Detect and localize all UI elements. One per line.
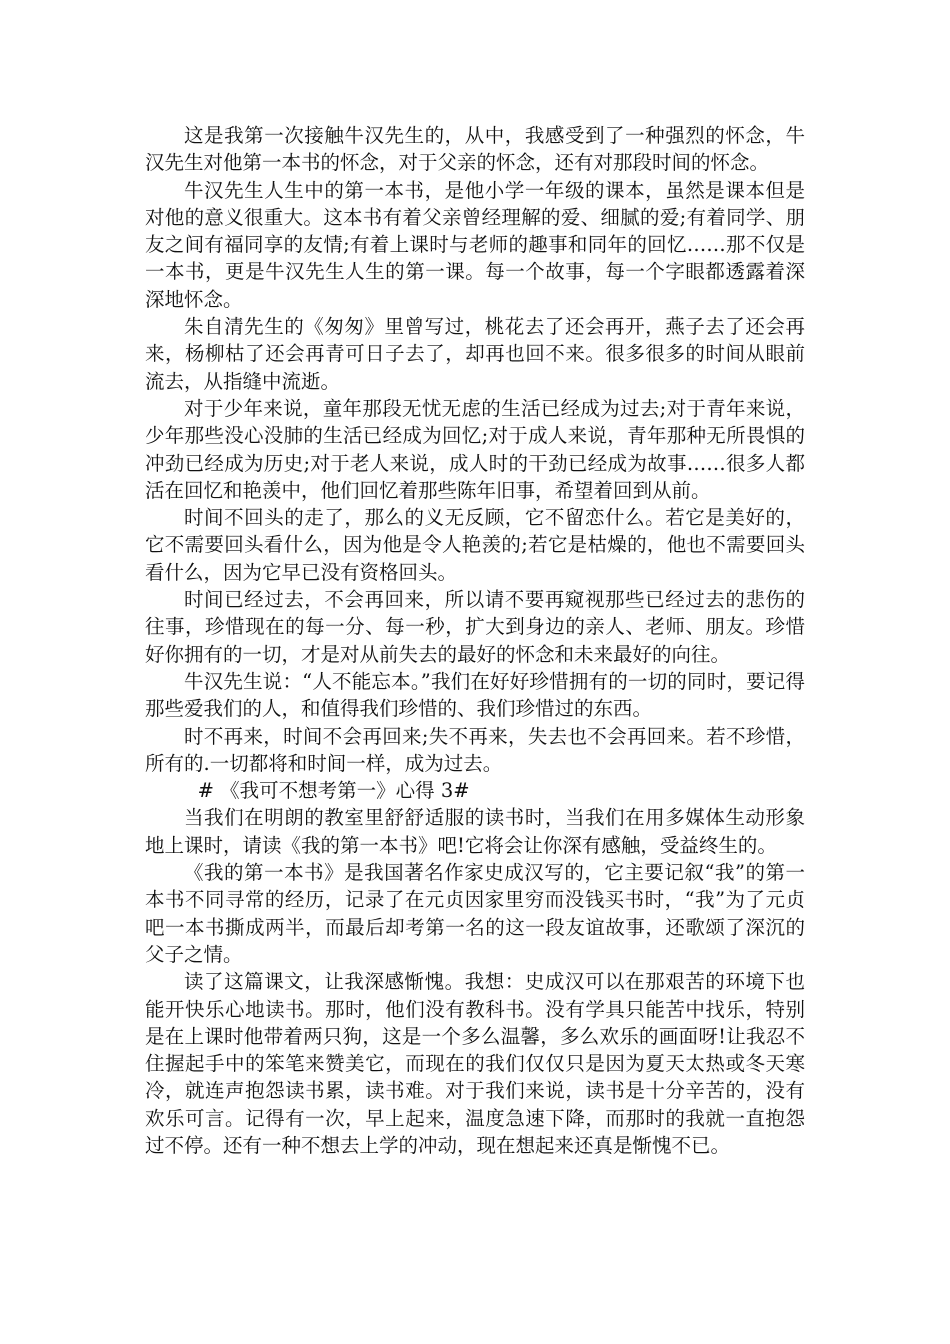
paragraph: 牛汉先生说：“人不能忘本。”我们在好好珍惜拥有的一切的同时，要记得那些爱我们的人，和值得我们珍惜的、我们珍惜过的东西。 [145, 669, 805, 721]
paragraph: 对于少年来说，童年那段无忧无虑的生活已经成为过去;对于青年来说，少年那些没心没肺的生活已经成为回忆;对于成人来说，青年那种无所畏惧的冲劲已经成为历史;对于老人来说，成人时的干劲已经成为故事……很多人都活在回忆和艳羡中，他们回忆着那些陈年旧事，希望着回到从前。 [145, 396, 805, 502]
section-heading: # 《我可不想考第一》心得 3# [197, 779, 470, 803]
paragraph: 当我们在明朗的教室里舒舒适服的读书时，当我们在用多媒体生动形象地上课时，请读《我的第一本书》吧!它将会让你深有感触，受益终生的。 [145, 806, 805, 857]
paragraph: 读了这篇课文，让我深感惭愧。我想：史成汉可以在那艰苦的环境下也能开快乐心地读书。那时，他们没有教科书。没有学具只能苦中找乐，特别是在上课时他带着两只狗，这是一个多么温馨，多么欢乐的画面呀!让我忍不住握起手中的笨笔来赞美它，而现在的我们仅仅只是因为夏天太热或冬天寒冷，就连声抱怨读书累，读书难。对于我们来说，读书是十分辛苦的，没有欢乐可言。记得有一次，早上起来，温度急速下降，而那时的我就一直抱怨过不停。还有一种不想去上学的冲动，现在想起来还真是惭愧不已。 [145, 970, 805, 1157]
document-page [145, 122, 805, 1159]
paragraph: 时间不回头的走了，那么的义无反顾，它不留恋什么。若它是美好的，它不需要回头看什么，因为他是令人艳羡的;若它是枯燥的，他也不需要回头看什么，因为它早已没有资格回头。 [145, 506, 805, 584]
paragraph: 时间已经过去，不会再回来，所以请不要再窥视那些已经过去的悲伤的往事，珍惜现在的每一分、每一秒，扩大到身边的亲人、老师、朋友。珍惜好你拥有的一切，才是对从前失去的最好的怀念和未来最好的向往。 [145, 588, 805, 666]
paragraph: 这是我第一次接触牛汉先生的，从中，我感受到了一种强烈的怀念，牛汉先生对他第一本书的怀念，对于父亲的怀念，还有对那段时间的怀念。 [145, 124, 805, 175]
paragraph: 《我的第一本书》是我国著名作家史成汉写的，它主要记叙“我”的第一本书不同寻常的经历，记录了在元贞因家里穷而没钱买书时，“我”为了元贞吧一本书撕成两半，而最后却考第一名的这一段友谊故事，还歌颂了深沉的父子之情。 [145, 861, 805, 966]
paragraph: 朱自清先生的《匆匆》里曾写过，桃花去了还会再开，燕子去了还会再来，杨柳枯了还会再青可日子去了，却再也回不来。很多很多的时间从眼前流去，从指缝中流逝。 [145, 315, 805, 393]
paragraph: 牛汉先生人生中的第一本书，是他小学一年级的课本，虽然是课本但是对他的意义很重大。这本书有着父亲曾经理解的爱、细腻的爱;有着同学、朋友之间有福同享的友情;有着上课时与老师的趣事和同年的回忆……那不仅是一本书，更是牛汉先生人生的第一课。每一个故事，每一个字眼都透露着深深地怀念。 [145, 178, 805, 311]
paragraph: 时不再来，时间不会再回来;失不再来，失去也不会再回来。若不珍惜，所有的.一切都将和时间一样，成为过去。 [145, 724, 805, 775]
